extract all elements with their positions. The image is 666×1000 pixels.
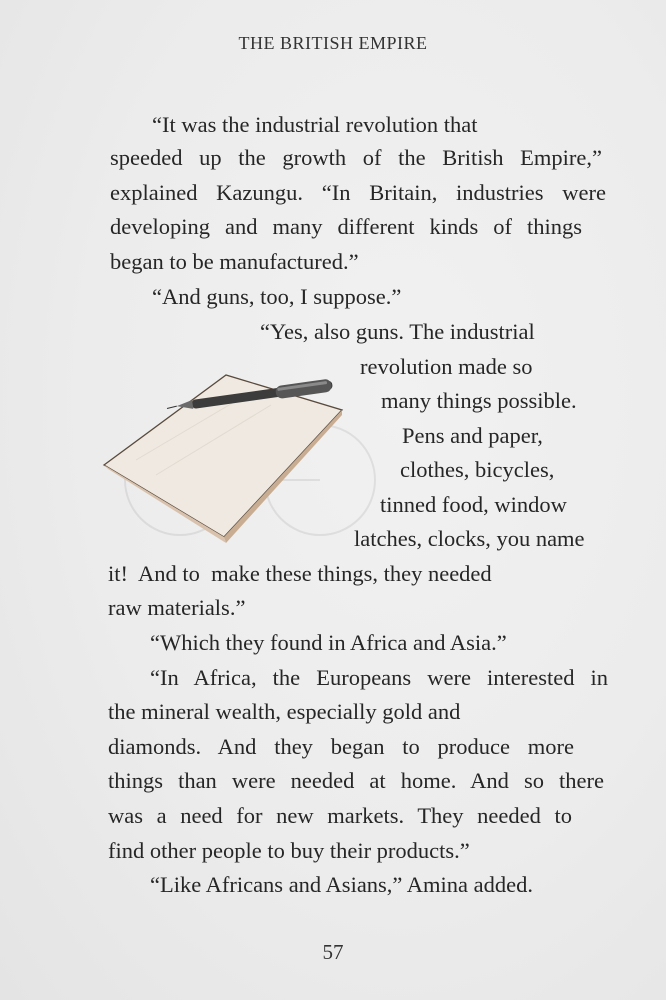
text-line: “Like Africans and Asians,” Amina added. (150, 872, 534, 897)
text-line: clothes, bicycles, (400, 457, 555, 482)
pen-and-paper-icon (96, 365, 346, 545)
text-line: “In Africa, the Europeans were interested in (150, 665, 608, 690)
text-line: “Yes, also guns. The industrial (260, 319, 535, 344)
text-line: latches, clocks, you name (354, 526, 585, 551)
text-line: speeded up the growth of the British Empire,” (110, 145, 602, 170)
text-line: was a need for new markets. They needed to (108, 803, 572, 828)
text-line: “Which they found in Africa and Asia.” (150, 630, 507, 655)
running-header: THE BRITISH EMPIRE (238, 33, 428, 53)
text-line: explained Kazungu. “In Britain, industries were (110, 180, 606, 205)
text-line: raw materials.” (108, 595, 246, 620)
text-line: “It was the industrial revolution that (152, 112, 478, 137)
text-line: diamonds. And they began to produce more (108, 734, 574, 759)
text-line: developing and many different kinds of things (110, 214, 582, 239)
text-line: many things possible. (381, 388, 577, 413)
text-line: began to be manufactured.” (110, 249, 359, 274)
text-line: tinned food, window (380, 492, 567, 517)
text-line: find other people to buy their products.” (108, 838, 470, 863)
text-line: “And guns, too, I suppose.” (152, 284, 402, 309)
text-line: Pens and paper, (402, 423, 543, 448)
page-number: 57 (322, 940, 344, 964)
text-line: the mineral wealth, especially gold and (108, 699, 461, 724)
text-line: revolution made so (360, 354, 533, 379)
text-line: it! And to make these things, they needed (108, 561, 492, 586)
text-line: things than were needed at home. And so there (108, 768, 604, 793)
